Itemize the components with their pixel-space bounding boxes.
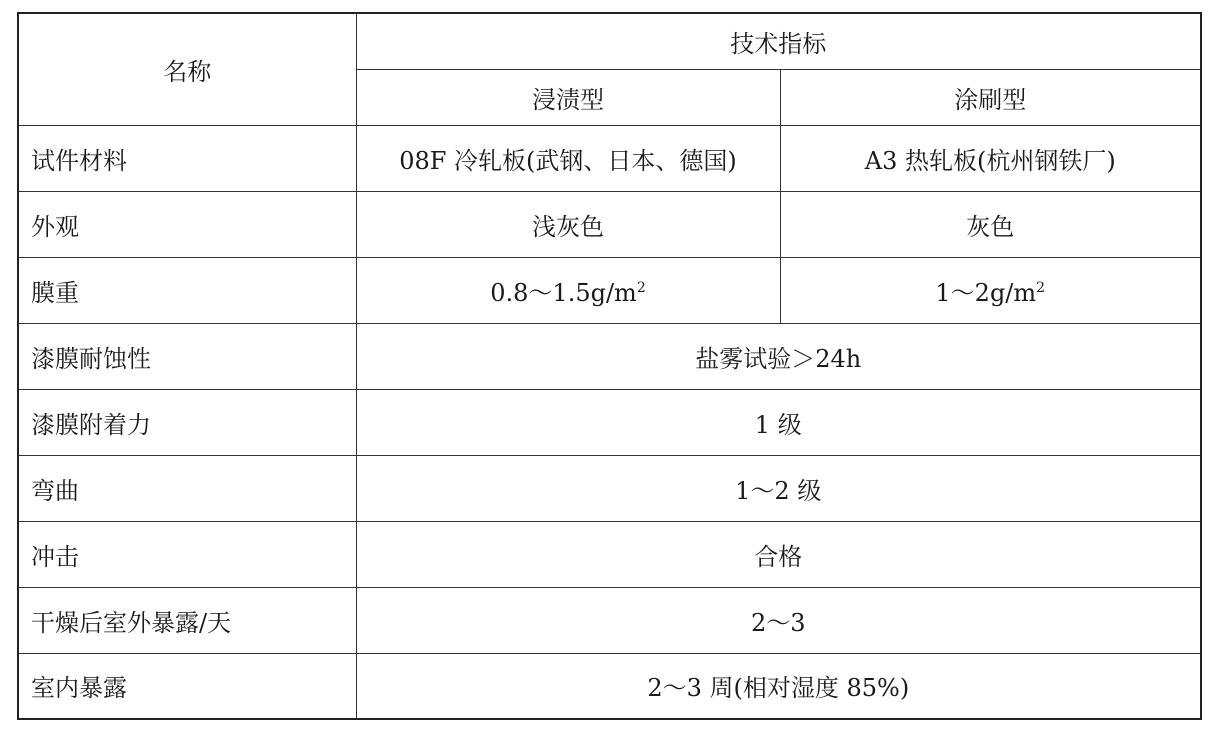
row-name-cell: 膜重 (18, 257, 356, 323)
table-row (18, 455, 1201, 521)
row-name-cell: 试件材料 (18, 125, 356, 191)
merged-value-cell: 2～3 (356, 587, 1201, 653)
table-row (18, 191, 1201, 257)
merged-value-cell: 1 级 (356, 389, 1201, 455)
dip-value-cell: 08F 冷轧板(武钢、日本、德国) (356, 125, 780, 191)
row-name-cell: 室内暴露 (18, 653, 356, 719)
table-row (18, 587, 1201, 653)
dip-value-base: 0.8～1.5g/m (490, 278, 637, 307)
merged-value-cell: 合格 (356, 521, 1201, 587)
dip-value-exponent: 2 (636, 279, 646, 296)
dip-value-cell: 浅灰色 (356, 191, 780, 257)
spec-table (17, 12, 1202, 720)
brush-value-cell: 灰色 (780, 191, 1201, 257)
table-row (18, 323, 1201, 389)
row-name-cell: 冲击 (18, 521, 356, 587)
table-row (18, 521, 1201, 587)
brush-value-exponent: 2 (1036, 279, 1046, 296)
merged-value-cell: 1～2 级 (356, 455, 1201, 521)
row-name-cell: 外观 (18, 191, 356, 257)
table-row (18, 389, 1201, 455)
table-row (18, 257, 1201, 323)
brush-value-cell (780, 257, 1201, 323)
header-group-cell: 技术指标 (356, 13, 1201, 69)
header-brush-cell: 涂刷型 (780, 69, 1201, 125)
brush-value-cell: A3 热轧板(杭州钢铁厂) (780, 125, 1201, 191)
row-name-cell: 干燥后室外暴露/天 (18, 587, 356, 653)
row-name-cell: 弯曲 (18, 455, 356, 521)
row-name-cell: 漆膜耐蚀性 (18, 323, 356, 389)
dip-value-cell (356, 257, 780, 323)
table-row (18, 653, 1201, 719)
table-row (18, 125, 1201, 191)
row-name-cell: 漆膜附着力 (18, 389, 356, 455)
header-dip-cell: 浸渍型 (356, 69, 780, 125)
merged-value-cell: 盐雾试验＞24h (356, 323, 1201, 389)
merged-value-cell: 2～3 周(相对湿度 85%) (356, 653, 1201, 719)
header-name-cell: 名称 (18, 13, 356, 125)
header-row-1 (18, 13, 1201, 69)
brush-value-base: 1～2g/m (935, 278, 1037, 307)
